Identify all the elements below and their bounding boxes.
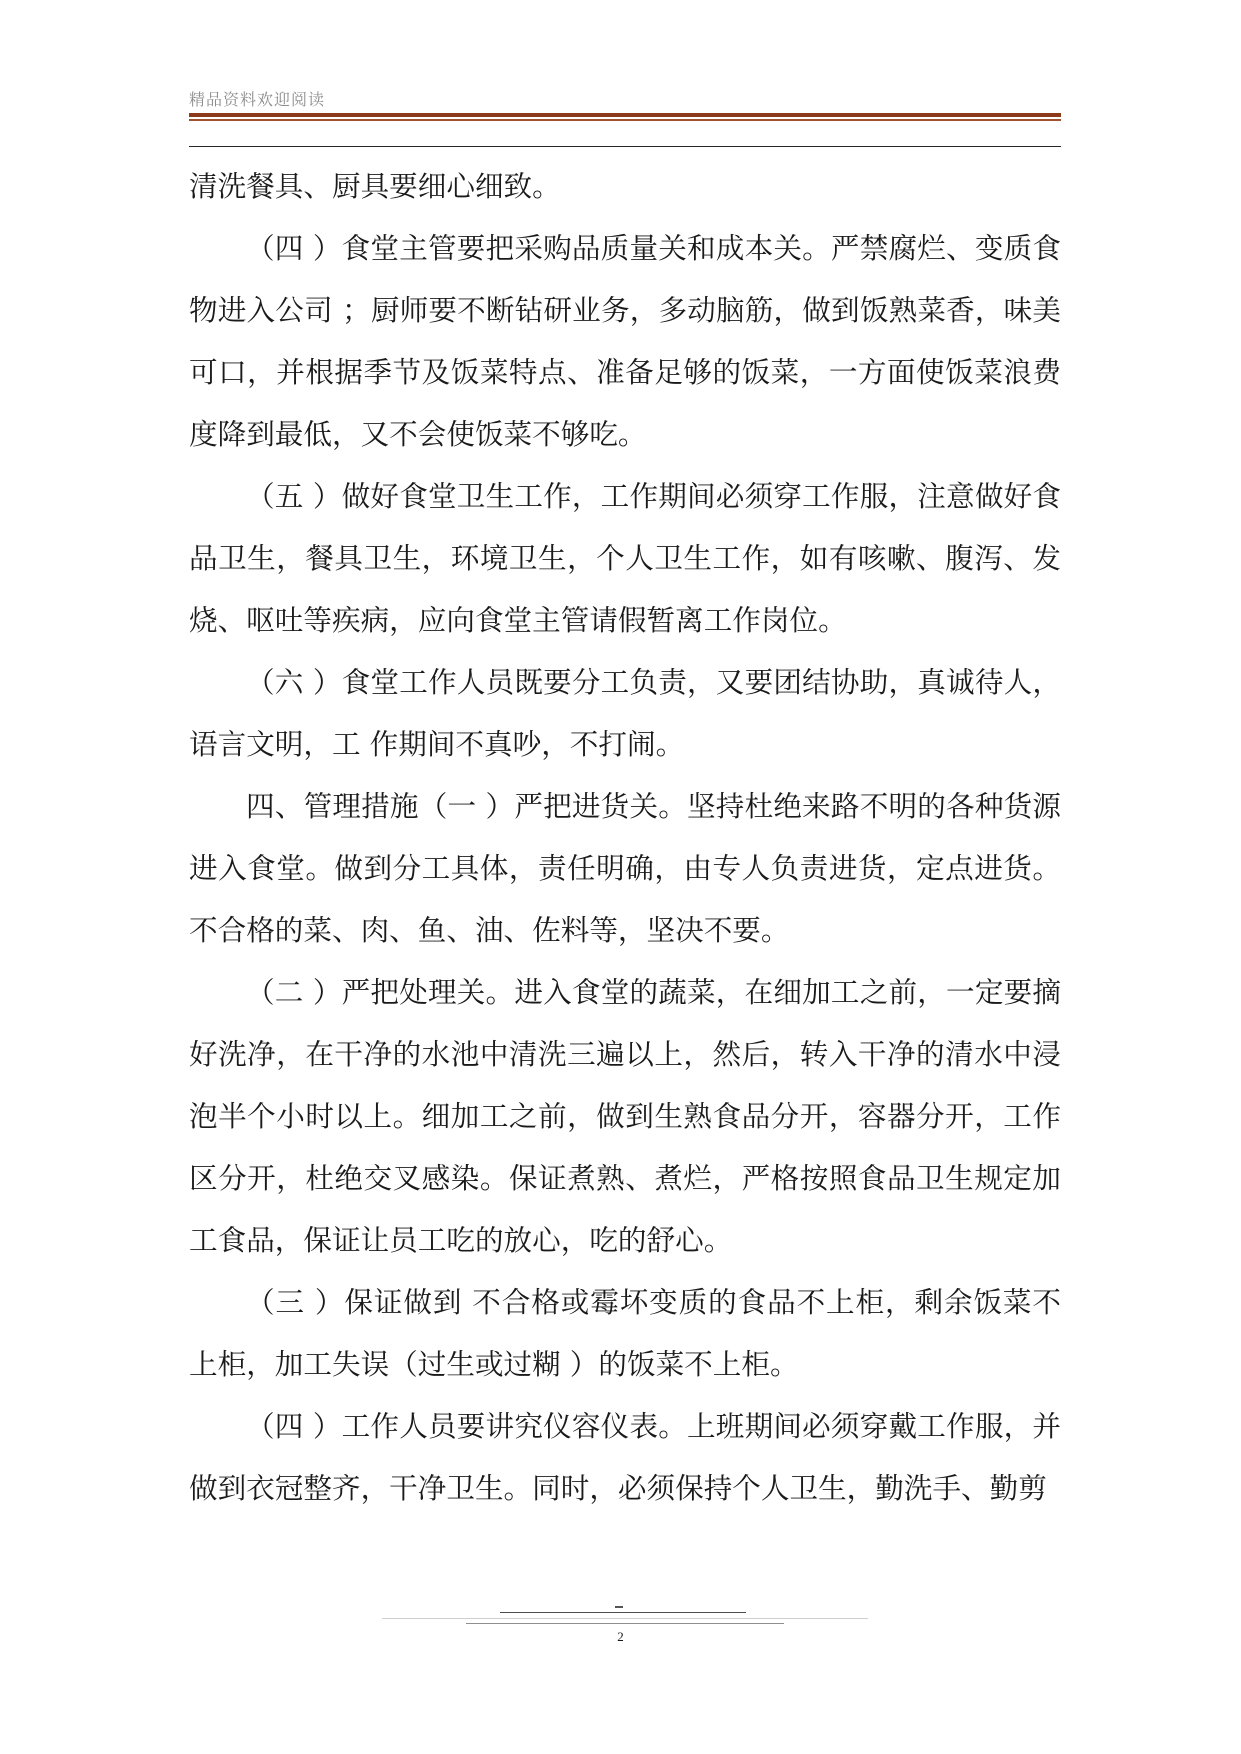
body-paragraph: （三 ）保证做到 不合格或霉坏变质的食品不上柜，剩余饭菜不上柜，加工失误（过生或过糊 ）的饭菜不上柜。 xyxy=(189,1285,1061,1381)
header-rule-thin xyxy=(189,119,1061,121)
body-paragraph: （二 ）严把处理关。进入食堂的蔬菜，在细加工之前，一定要摘好洗净，在干净的水池中清洗三遍以上，然后，转入干净的清水中浸泡半个小时以上。细加工之前，做到生熟食品分开，容器分开，工作区分开，杜绝交叉感染。保证煮熟、煮烂，严格按照食品卫生规定加工食品，保证让员工吃的放心，吃的舒心。 xyxy=(189,975,1061,1257)
header-rule-black xyxy=(189,146,1061,147)
body-paragraph: 清洗餐具、厨具要细心细致。 xyxy=(189,169,561,203)
body-paragraph: （六 ）食堂工作人员既要分工负责，又要团结协助，真诚待人，语言文明，工 作期间不真吵，不打闹。 xyxy=(189,665,1061,761)
body-paragraph: 四、管理措施（一 ）严把进货关。坚持杜绝来路不明的各种货源进入食堂。做到分工具体，责任明确，由专人负责进货，定点进货。不合格的菜、肉、鱼、油、佐料等，坚决不要。 xyxy=(189,789,1061,947)
body-paragraph: （五 ）做好食堂卫生工作，工作期间必须穿工作服，注意做好食品卫生，餐具卫生，环境卫生，个人卫生工作，如有咳嗽、腹泻、发烧、呕吐等疾病，应向食堂主管请假暂离工作岗位。 xyxy=(189,479,1061,637)
page-header-title: 精品资料欢迎阅读 xyxy=(189,90,326,109)
footer-rule xyxy=(382,1618,868,1619)
body-paragraph: （四 ）食堂主管要把采购品质量关和成本关。严禁腐烂、变质食物进入公司 ；厨师要不断钻研业务，多动脑筋，做到饭熟菜香，味美可口，并根据季节及饭菜特点、准备足够的饭菜，一方面使饭菜浪费度降到最低，又不会使饭菜不够吃。 xyxy=(189,231,1061,451)
document-body xyxy=(189,155,1061,1519)
header-rule-thick xyxy=(189,113,1061,117)
page-number: 2 xyxy=(617,1629,624,1644)
footer-rule xyxy=(466,1623,784,1624)
body-paragraph: （四 ）工作人员要讲究仪容仪表。上班期间必须穿戴工作服，并做到衣冠整齐，干净卫生。同时，必须保持个人卫生，勤洗手、勤剪 xyxy=(189,1409,1061,1505)
footer-tick xyxy=(615,1606,623,1608)
footer-rule xyxy=(500,1612,746,1613)
